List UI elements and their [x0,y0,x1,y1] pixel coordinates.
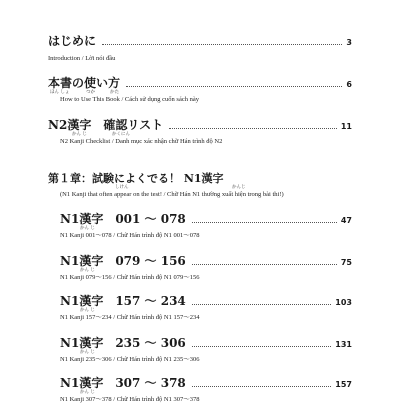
dot-leader [192,264,337,265]
entry-title: N1漢字 307 ～ 378 [60,376,186,390]
furigana-text: かん じ [80,268,95,273]
entry-title: N1漢字 001 ～ 078 [60,212,186,226]
furigana [60,226,352,231]
page-number: 11 [340,122,352,131]
furigana-text: しけん [115,185,129,190]
entry-subtitle: N2 Kanji Checklist / Danh mục xác nhận chữ Hán trình độ N2 [60,138,223,145]
furigana-text: かた [110,90,119,95]
dot-leader [102,44,342,45]
page-number: 157 [335,380,352,389]
page-number: 131 [335,340,352,349]
entry-subtitle: How to Use This Book / Cách sử dụng cuốn sách này [60,96,199,103]
toc-entry-n2-checklist[interactable] [48,118,352,146]
page-number: 47 [340,216,352,225]
furigana-text: かん じ [72,132,87,137]
dot-leader [192,222,337,223]
chapter-title: 第１章：試験によくでる！ N1漢字 [48,172,224,185]
dot-leader [192,386,332,387]
furigana [60,308,352,313]
dot-leader [126,86,342,87]
furigana-text: かん じ [80,308,95,313]
toc-entry-n1-235-306[interactable] [60,336,352,364]
page-number: 3 [346,38,352,47]
entry-title: 本書の使い方 [48,76,121,90]
entry-subtitle: N1 Kanji 235～306 / Chữ Hán trình độ N1 235～306 [60,356,200,363]
entry-title: はじめに [48,34,97,48]
entry-subtitle: N1 Kanji 001～078 / Chữ Hán trình độ N1 001～078 [60,232,200,239]
entry-subtitle: N1 Kanji 157～234 / Chữ Hán trình độ N1 157～234 [60,314,200,321]
entry-subtitle: N1 Kanji 079～156 / Chữ Hán trình độ N1 079～156 [60,274,200,281]
dot-leader [192,304,332,305]
toc-entry-n1-079-156[interactable] [60,254,352,282]
entry-title: N1漢字 157 ～ 234 [60,294,186,308]
page-number: 6 [346,80,352,89]
furigana [48,132,352,137]
chapter-subtitle: (N1 Kanji that often appear on the test! / Chữ Hán N1 thường xuất hiện trong bài thi!) [60,191,284,198]
entry-subtitle: N1 Kanji 307～378 / Chữ Hán trình độ N1 307～378 [60,396,200,403]
furigana-text: かん じ [80,350,95,355]
furigana-text: ほん しょ [50,90,70,95]
furigana-text: かん じ [80,226,95,231]
toc-entry-n1-001-078[interactable] [60,212,352,240]
furigana [60,390,352,395]
furigana-text: つか [86,90,95,95]
dot-leader [169,128,337,129]
furigana [60,350,352,355]
entry-title: N1漢字 079 ～ 156 [60,254,186,268]
furigana-text: かんじ [232,185,246,190]
entry-subtitle: Introduction / Lời nói đầu [48,55,116,62]
chapter-heading[interactable] [48,172,368,199]
page-number: 75 [340,258,352,267]
toc-entry-n1-157-234[interactable] [60,294,352,322]
page-number: 103 [335,298,352,307]
furigana [60,268,352,273]
toc-entry-introduction[interactable] [48,34,352,63]
furigana [48,185,368,190]
entry-title: N1漢字 235 ～ 306 [60,336,186,350]
dot-leader [192,346,332,347]
furigana-text: かくにん [112,132,130,137]
furigana [48,90,352,95]
entry-title: N2漢字 確認リスト [48,118,164,132]
furigana-text: かん じ [80,390,95,395]
toc-entry-how-to-use[interactable] [48,76,352,104]
